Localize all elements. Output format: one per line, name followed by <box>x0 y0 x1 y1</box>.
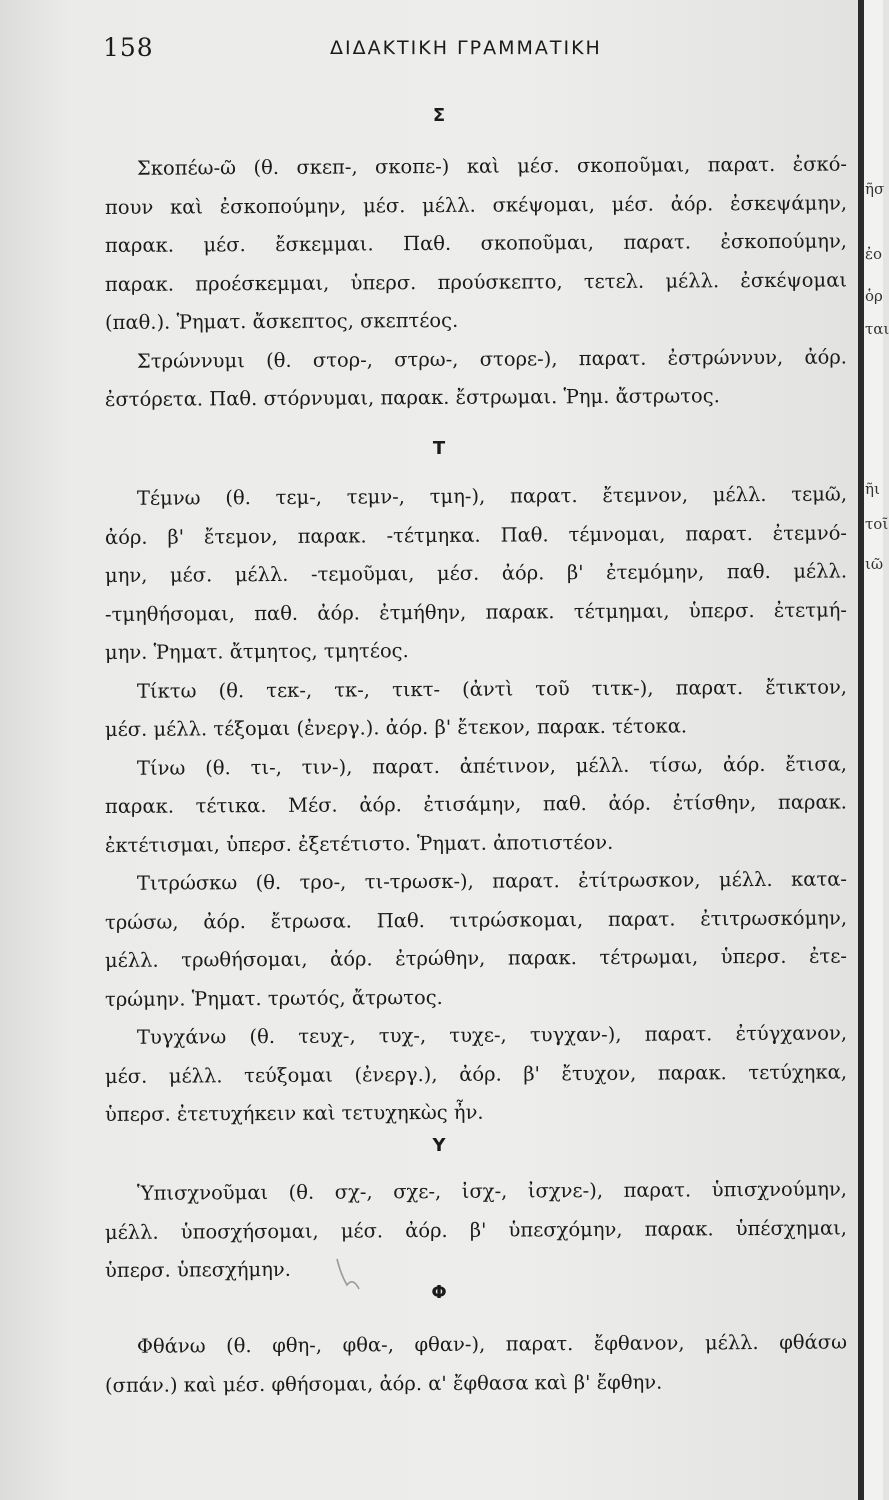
adjacent-fragment: ται <box>865 320 889 338</box>
text-line: παρακ. τέτικα. Μέσ. ἀόρ. ἐτισάμην, παθ. ἀόρ. ἐτίσθην, παρακ. <box>104 790 848 818</box>
section-letter-phi: Φ <box>431 1282 447 1303</box>
text-line: Ὑπισχνοῦμαι (θ. σχ-, σχε-, ἰσχ-, ἰσχνε-), παρατ. ὑπισχνούμην, <box>136 1177 848 1205</box>
text-line: ἀόρ. β' ἔτεμον, παρακ. -τέτμηκα. Παθ. τέμνομαι, παρατ. ἐτεμνό- <box>104 520 848 549</box>
adjacent-page-edge <box>864 0 889 1500</box>
text-line: παρακ. προέσκεμμαι, ὑπερσ. προύσκεπτο, τετελ. μέλλ. ἐσκέψομαι <box>104 267 848 296</box>
text-line: μην, μέσ. μέλλ. -τεμοῦμαι, μέσ. ἀόρ. β' ἐτεμόμην, παθ. μέλλ. <box>104 559 848 587</box>
adjacent-fragment: ιῶ <box>865 555 884 573</box>
text-line: (παθ.). Ῥηματ. ἄσκεπτος, σκεπτέος. <box>104 308 459 334</box>
running-head: ΔΙΔΑΚΤΙΚΗ ΓΡΑΜΜΑΤΙΚΗ <box>330 37 602 59</box>
section-sigma-text <box>105 150 847 420</box>
text-line: μην. Ῥηματ. ἄτμητος, τμητέος. <box>104 639 409 664</box>
text-line: μέσ. μέλλ. τεύξομαι (ἐνεργ.), ἀόρ. β' ἔτυχον, παρακ. τετύχηκα, <box>104 1059 848 1088</box>
adjacent-fragment: ὁρ <box>865 287 883 305</box>
text-line: (σπάν.) καὶ μέσ. φθήσομαι, ἀόρ. α' ἔφθασα καὶ β' ἔφθην. <box>104 1370 663 1397</box>
text-line: μέλλ. τρωθήσομαι, ἀόρ. ἐτρώθην, παρακ. τέτρωμαι, ὑπερσ. ἐτε- <box>104 944 848 972</box>
text-line: ὑπερσ. ἐτετυχήκειν καὶ τετυχηκὼς ἦν. <box>104 1100 484 1126</box>
section-upsilon-text <box>105 1175 847 1291</box>
section-tau-text <box>105 480 847 1135</box>
adjacent-fragment: ῆσ <box>865 180 885 198</box>
section-letter-sigma: Σ <box>432 105 446 126</box>
page-number: 158 <box>103 33 154 62</box>
text-line: Σκοπέω-ῶ (θ. σκεπ-, σκοπε-) καὶ μέσ. σκοποῦμαι, παρατ. ἐσκό- <box>136 152 848 180</box>
text-line: τρώσω, ἀόρ. ἔτρωσα. Παθ. τιτρώσκομαι, παρατ. ἐτιτρωσκόμην, <box>104 905 848 934</box>
adjacent-fragment: ἐο <box>865 245 883 263</box>
text-line: παρακ. μέσ. ἔσκεμμαι. Παθ. σκοποῦμαι, παρατ. ἐσκοπούμην, <box>104 229 848 257</box>
text-line: Τίνω (θ. τι-, τιν-), παρατ. ἀπέτινον, μέλλ. τίσω, ἀόρ. ἔτισα, <box>136 751 848 780</box>
adjacent-fragment: ῆι <box>865 480 880 498</box>
text-line: ὑπερσ. ὑπεσχήμην. <box>104 1257 291 1282</box>
text-line: Τέμνω (θ. τεμ-, τεμν-, τμη-), παρατ. ἔτεμνον, μέλλ. τεμῶ, <box>136 482 848 510</box>
text-line: Τίκτω (θ. τεκ-, τκ-, τικτ- (ἀντὶ τοῦ τιτκ-), παρατ. ἔτικτον, <box>136 674 848 703</box>
text-line: μέσ. μέλλ. τέξομαι (ἐνεργ.). ἀόρ. β' ἔτεκον, παρακ. τέτοκα. <box>104 714 688 741</box>
section-letter-tau: Τ <box>432 438 446 459</box>
text-line: Φθάνω (θ. φθη-, φθα-, φθαν-), παρατ. ἔφθανον, μέλλ. φθάσω <box>136 1330 848 1358</box>
text-line: Στρώννυμι (θ. στορ-, στρω-, στορε-), παρατ. ἐστρώννυν, ἀόρ. <box>136 344 848 373</box>
text-line: μέλλ. ὑποσχήσομαι, μέσ. ἀόρ. β' ὑπεσχόμην, παρακ. ὑπέσχημαι, <box>104 1215 848 1244</box>
text-line: Τυγχάνω (θ. τευχ-, τυχ-, τυχε-, τυγχαν-), παρατ. ἐτύγχανον, <box>136 1021 848 1049</box>
text-line: -τμηθήσομαι, παθ. ἀόρ. ἐτμήθην, παρακ. τέτμημαι, ὑπερσ. ἐτετμή- <box>104 597 848 626</box>
text-line: πουν καὶ ἐσκοπούμην, μέσ. μέλλ. σκέψομαι, μέσ. ἀόρ. ἐσκεψάμην, <box>104 190 848 219</box>
text-line: Τιτρώσκω (θ. τρο-, τι-τρωσκ-), παρατ. ἐτίτρωσκον, μέλλ. κατα- <box>136 867 848 895</box>
text-line: ἐκτέτισμαι, ὑπερσ. ἐξετέτιστο. Ῥηματ. ἀποτιστέον. <box>104 830 614 857</box>
section-letter-upsilon: Υ <box>432 1135 446 1156</box>
section-phi-text <box>105 1328 847 1405</box>
adjacent-fragment: τοῖ <box>865 515 889 533</box>
text-line: τρώμην. Ῥηματ. τρωτός, ἄτρωτος. <box>104 985 443 1011</box>
text-line: ἐστόρετα. Παθ. στόρνυμαι, παρακ. ἔστρωμαι. Ῥημ. ἄστρωτος. <box>104 384 720 411</box>
